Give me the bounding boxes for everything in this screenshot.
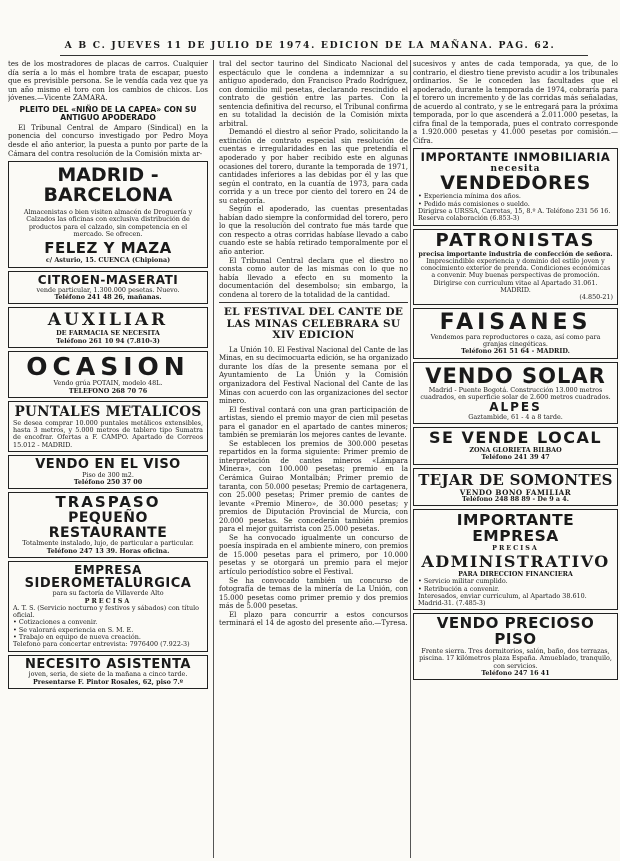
ad-phone: Telefono para concertar entrevista: 7976400 (7.922-3) — [13, 640, 190, 649]
ad-faisanes — [413, 308, 618, 359]
ad-title: MADRID - BARCELONA — [43, 164, 173, 207]
ad-text: Frente sierra. Tres dormitorios, salón, baño, dos terrazas, piscina. 17 kilómetros plaza España. Amueblado, tranquilo, con servicios. — [419, 646, 612, 670]
intro-paragraph: tes de los mostradores de placas de carros. Cualquier día sería a lo más el hombre trata de escapar, puesto que es previsible persona. Se le vendía cada vez que ya un año mismo el toro con los cambios de chicos. Los jóvenes.—Vicente ZAMARA. — [8, 60, 208, 103]
column-left — [8, 60, 208, 692]
ad-phone: Teléfono 241 48 26, mañanas. — [54, 293, 162, 302]
ad-phone: Teléfono 247 16 41 — [481, 668, 550, 677]
ad-precisa: PRECISA — [492, 543, 539, 552]
article-paragraph: Se ha convocado igualmente un concurso de poesía inspirada en el ambiente minero, con premios de 15.000 pesetas para el primero, por 10.000 pesetas y se otorgará un premio para el mejor artículo periodístico sobre el Festival. — [219, 533, 408, 577]
ad-text: Imprescindible experiencia y dominio del estilo joven y conocimiento exterior de prenda. Condiciones económicas a convenir. Muy buenas perspectivas de promoción. Dirigirse con curriculum vitae al Apartado 31.061. MADRID. — [420, 256, 611, 295]
ad-patronistas — [413, 229, 618, 305]
ad-title: EMPRESA — [74, 562, 142, 577]
ad-reference: (4.850-21) — [579, 293, 613, 302]
ad-address: Gaztambide, 61 - 4 a 8 tarde. — [468, 412, 563, 421]
ad-phone: TELEFONO 268 70 76 — [68, 386, 148, 395]
ad-text: Madrid - Puente Bogotá. Construcción 13.000 metros cuadrados, en superficie solar de 2.600 metros cuadrados. — [420, 385, 611, 401]
header-rule — [60, 55, 588, 56]
ad-vendedores: VENDEDORES — [440, 171, 591, 194]
ad-vendo-viso — [8, 455, 208, 489]
ad-text: Piso de 300 m2. — [82, 470, 134, 479]
ad-title: VENDO SOLAR — [425, 363, 606, 388]
ad-title: OCASION — [26, 352, 190, 381]
ad-company: FELEZ Y MAZA — [44, 239, 172, 258]
ad-se-vende-local — [413, 427, 618, 464]
ad-title: TRASPASO — [55, 493, 161, 512]
ad-item-text: Retribución a convenir. — [423, 584, 500, 593]
ad-item-text: Cotizaciones a convenir. — [18, 618, 98, 627]
ad-title: SE VENDE LOCAL — [428, 428, 603, 448]
intro-paragraph: sucesivos y antes de cada temporada, ya que, de lo contrario, el diestro tiene previsto acudir a los tribunales ordinarios. Se le conceden las facultades que el apoderado, durante la temporada de 1974, cobraría para el torero un incremento y de las corridas más señaladas, de acuerdo al contrato, y se le entregará para la próxima temporada, por lo que ascenderá a 2.011.000 pesetas, la cifra final de la temporada, pues el contrato corresponde a 1.920.000 pesetas y 41.000 pesetas por comisión.—Cifra. — [413, 60, 618, 145]
ad-title: PUNTALES METALICOS — [14, 403, 202, 420]
ad-item: • Pedido más comisiones o sueldo. — [418, 199, 530, 208]
pleito-headline: PLEITO DEL «NIÑO DE LA CAPEA» CON SU ANTIGUO APODERADO — [19, 104, 197, 123]
ad-phone: Teléfono 250 37 00 — [73, 477, 143, 486]
ad-precisa: PRECISA — [84, 596, 132, 605]
ad-subtitle: DE FARMACIA SE NECESITA — [56, 329, 160, 338]
ad-vendo-solar — [413, 362, 618, 425]
ad-inmobiliaria — [413, 148, 618, 225]
ad-phone: Teléfono 247 13 39. Horas oficina. — [46, 546, 170, 555]
ad-auxiliar — [8, 307, 208, 348]
paragraph: Demandó el diestro al señor Prado, solicitando la extinción de contrato especial sin resolución de cuentas e irregularidades en las que pretendía el apoderado y por haber recibido este en algunas ocasiones del torero, durante la temporada de 1971, cantidades inferiores a las debidas por él y las que según el contrato, en la cuantía de 1973, para cada corrida y a un trece por ciento del torero en 24 de su categoría. — [219, 128, 408, 205]
ad-item-text: Servicio militar cumplido. — [423, 577, 508, 586]
ad-title: PATRONISTAS — [435, 229, 596, 251]
article-paragraph: El plazo para concurrir a estos concursos terminará el 14 de agosto del presente año.—Tyresa. — [219, 610, 408, 628]
ad-text: Vendemos para reproductores o caza, así como para granjas cinegéticas. — [430, 332, 601, 349]
ad-subtitle: VENDO BONO FAMILIAR — [459, 487, 572, 497]
paragraph: tral del sector taurino del Sindicato Nacional del espectáculo que le condena a indemnizar a su antiguo apoderado, don Francisco Prado Rodríguez, con domicilio mil pesetas, declarando rescindido el contrato de gestión entre las partes. Con la sentencia definitiva del recurso, el Tribunal confirma en su totalidad la decisión de la Comisión mixta arbitral. — [219, 60, 408, 128]
ad-text: vende particular, 1.300.000 pesetas. Nuevo. — [36, 285, 180, 294]
ad-item: • Experiencia mínima dos años. — [418, 192, 521, 201]
ad-text: Totalmente instalado, lujo, de particular a particular. — [22, 539, 194, 548]
ad-contact: Interesados, enviar curriculum, al Apartado 38.610. Madrid-31. (7.485-3) — [418, 591, 587, 608]
ad-traspaso — [8, 492, 208, 558]
ad-subtitle: PEQUEÑO RESTAURANTE — [48, 510, 168, 541]
ad-title: VENDO EN EL VISO — [35, 457, 181, 473]
ad-title: NECESITO ASISTENTA — [25, 656, 191, 672]
ad-text: Almacenistas o bien visiten almacén de Droguería y Calzados las oficinas con exclusiva distribución de productos para el calzado, sin competencia en el mercado. Se ofrecen. — [23, 207, 193, 238]
ad-title: CITROEN-MASERATI — [37, 273, 179, 288]
ad-subtitle: para su factoría de Villaverde Alto — [52, 589, 164, 598]
ad-title-2: SIDEROMETALURGICA — [24, 575, 192, 591]
ad-text: Vendo grúa POTAIN, modelo 48L. — [53, 379, 163, 388]
column-right — [413, 60, 618, 683]
ad-ats: A. T. S. (Servicio nocturno y festivos y sábados) con título oficial. — [13, 603, 200, 620]
article-paragraph: Se ha convocado también un concurso de fotografía de temas de la minería de La Unión, con 15.000 pesetas como primer premio y dos premios más de 5.000 pesetas. — [219, 576, 408, 611]
ad-importante-empresa — [413, 509, 618, 610]
ad-vendo-piso — [413, 613, 618, 680]
ad-phone: Teléfono 261 10 94 (7.810-3) — [56, 336, 160, 345]
ad-necesita: necesita — [490, 163, 541, 174]
ad-item-text: Pedido más comisiones o sueldo. — [423, 199, 530, 208]
ad-empresa-siderometalurgica — [8, 561, 208, 652]
ad-title: TEJAR DE SOMONTES — [418, 470, 613, 489]
ad-item: • Servicio militar cumplido. — [418, 577, 508, 586]
ad-phone: Teléfono 241 39 47 — [481, 453, 550, 462]
article-paragraph: La Unión 10. El Festival Nacional del Cante de las Minas, en su decimocuarta edición, se ha organizado durante los días de la presente semana por el Ayuntamiento de La Unión y la Comisión organizadora del Festival Nacional del Cante de las Minas con acuerdo con las organizaciones del sector minero. — [219, 345, 408, 406]
ad-subtitle: PARA DIRECCION FINANCIERA — [458, 569, 573, 578]
ad-title: IMPORTANTE INMOBILIARIA — [420, 150, 611, 165]
ad-title: IMPORTANTE EMPRESA — [456, 511, 575, 546]
paragraph: El Tribunal Central declara que el diestro no consta como autor de las mismas con lo que no había llevado a efecto en su momento la documentación del desembolso; sin embargo, la condena al torero de la totalidad de la cantidad. — [219, 256, 408, 299]
paragraph: Según el apoderado, las cuentas presentadas habían dado siempre la conformidad del torero, pero lo que la resolución del contrato fue más tarde que con respecto a otras corridas habíase llevado a cabo cuando este se había retirado temporalmente por el año anterior. — [219, 205, 408, 257]
ad-title: VENDO PRECIOSO PISO — [436, 614, 595, 649]
ad-address: Presentarse F. Pintor Rosales, 62, piso 7.º — [33, 677, 183, 686]
ad-company: ALPES — [489, 400, 542, 415]
ad-ocasion — [8, 351, 208, 398]
ad-title: FAISANES — [439, 309, 592, 335]
ad-puntales — [8, 401, 208, 452]
ad-phone: Teléfono 248 88 89 - De 9 a 4. — [462, 494, 569, 503]
ad-tejar-somontes — [413, 468, 618, 507]
ad-text: joven, seria, de siete de la mañana a cinco tarde. — [28, 670, 188, 679]
ad-item: • Cotizaciones a convenir. — [13, 618, 98, 627]
ad-phone: Teléfono 261 51 64 - MADRID. — [461, 347, 570, 356]
article-headline: EL FESTIVAL DEL CANTE DE LAS MINAS CELEBRARA SU XIV EDICION — [223, 306, 404, 342]
ad-necesito-asistenta — [8, 655, 208, 689]
column-divider — [410, 60, 411, 858]
ad-item: • Se valorará experiencia en S. M. E. — [13, 625, 134, 634]
ad-address: c/ Asturio, 15. CUENCA (Chipiona) — [45, 255, 171, 264]
ad-admin: ADMINISTRATIVO — [421, 551, 610, 571]
article-paragraph: El festival contará con una gran participación de artistas, siendo el premio mayor de cien mil pesetas para el ganador en el apartado de cantes mineros; también se premiarán los mejores cantes de levante. — [219, 405, 408, 440]
ad-item: • Retribución a convenir. — [418, 584, 500, 593]
ad-title: AUXILIAR — [47, 310, 169, 331]
article-paragraph: Se establecen los premios de 300.000 pesetas repartidos en la forma siguiente: Primer premio de interpretación de cantes mineros «Lámpara Minera», con 100.000 pesetas; premio en la Cerámica Guirao Montalbán; Primer premio de taranta, con 50.000 pesetas; Premio de cartagenera, con 25.000 pesetas; Primer premio de cantes de levante «Premio Minero», de 30.000 pesetas; y premios de Diputación Provincial de Murcia, con 20.000 pesetas. Se concederán también premios para el mejor guitarrista con 25.000 pesetas. — [219, 439, 408, 534]
pleito-paragraph: El Tribunal Central de Amparo (Sindical) en la ponencia del concurso investigado por Pedro Moya desde el año anterior, la puesta a punto por parte de la Cámara del contra resolución de la Comisión mixta ar- — [8, 123, 208, 158]
ad-item-text: Trabajo en equipo de nueva creación. — [18, 633, 141, 641]
ad-item: • Trabajo en equipo de nueva creación. — [13, 633, 141, 641]
ad-text: Se desea comprar 10.000 puntales metálicos extensibles, hasta 3 metros, y 5.000 metros de tablero tipo Sumatra de encofrar. Ofertas a F. CAMPO. Apartado de Correos 15.012 - MADRID. — [13, 418, 203, 449]
ad-madrid-barcelona — [8, 161, 208, 268]
ad-citroen — [8, 271, 208, 304]
column-middle — [219, 60, 408, 628]
ad-text: ZONA GLORIETA BILBAO — [469, 445, 562, 454]
ad-subtitle: precisa importante industria de confección de señora. — [418, 249, 613, 258]
ad-contact: Dirigirse a URSSA, Carretas, 15, 8.º A. Teléfono 231 56 16. Reserva colaboración (6.853-3) — [418, 207, 611, 223]
column-divider — [213, 60, 214, 858]
section-rule — [219, 302, 408, 303]
ad-item-text: Experiencia mínima dos años. — [423, 192, 521, 201]
page-header: A B C. JUEVES 11 DE JULIO DE 1974. EDICION DE LA MAÑANA. PAG. 62. — [64, 40, 556, 51]
ad-item-text: Se valorará experiencia en S. M. E. — [18, 625, 134, 634]
